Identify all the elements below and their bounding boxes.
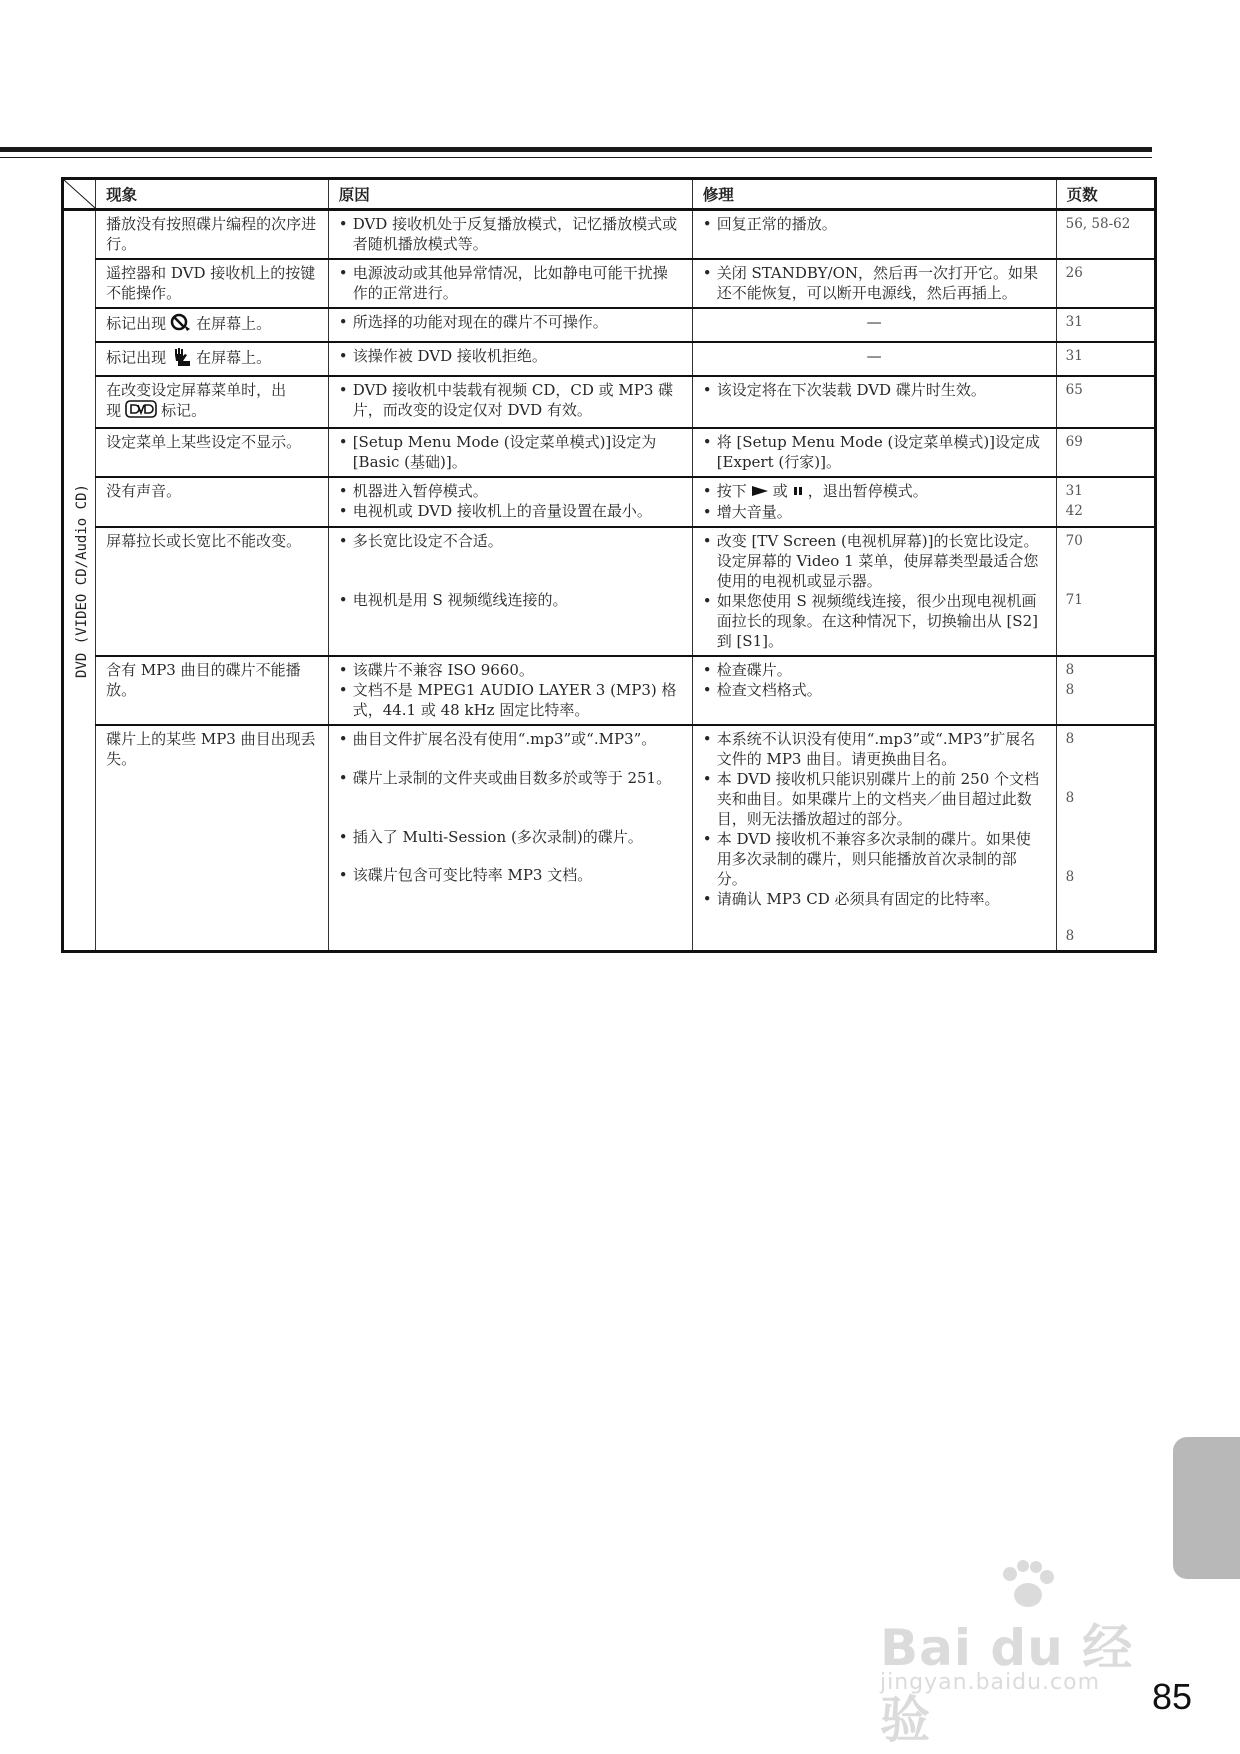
cause-item: • 该操作被 DVD 接收机拒绝。 — [338, 347, 547, 365]
page-cell: 69 — [1056, 428, 1155, 477]
section-tab — [1173, 1437, 1240, 1579]
cause-item: • 该碟片包含可变比特率 MP3 文档。 — [338, 866, 593, 884]
page-number: 85 — [1152, 1676, 1193, 1717]
troubleshooting-table — [61, 177, 1157, 953]
header-corner — [63, 179, 96, 210]
remedy-cell — [692, 376, 1056, 428]
remedy-item: • 本 DVD 接收机只能识别碟片上的前 250 个文档夹和曲目。如果碟片上的文档夹／曲目超过此数目，则无法播放超过的部分。 — [702, 770, 1040, 828]
symptom-cell: 碟片上的某些 MP3 曲目出现丢失。 — [96, 725, 329, 952]
remedy-item: • 本 DVD 接收机不兼容多次录制的碟片。如果使用多次录制的碟片，则只能播放首次录制的部分。 — [702, 830, 1031, 888]
symptom-cell: 屏幕拉长或长宽比不能改变。 — [96, 527, 329, 656]
cause-item: • 曲目文件扩展名没有使用“.mp3”或“.MP3”。 — [338, 730, 657, 748]
cause-item: • 文档不是 MPEG1 AUDIO LAYER 3 (MP3) 格式，44.1 或 48 kHz 固定比特率。 — [338, 681, 677, 719]
remedy-item: • 将 [Setup Menu Mode (设定菜单模式)]设定成 [Expert (行家)]。 — [702, 433, 1041, 471]
cause-item: • 电视机是用 S 视频缆线连接的。 — [338, 591, 568, 609]
remedy-item: • 回复正常的播放。 — [702, 215, 837, 233]
page-cell: 65 — [1056, 376, 1155, 428]
cause-item: • [Setup Menu Mode (设定菜单模式)]设定为 [Basic (基础)]。 — [338, 433, 657, 471]
remedy-item: • 该设定将在下次装载 DVD 碟片时生效。 — [702, 381, 986, 399]
symptom-cell: 标记出现 在屏幕上。 — [96, 308, 329, 342]
cause-cell — [328, 342, 692, 376]
page-cell: 56, 58-62 — [1065, 216, 1131, 232]
remedy-item: • 如果您使用 S 视频缆线连接，很少出现电视机画面拉长的现象。在这种情况下，切换输出从 [S2] 到 [S1]。 — [702, 592, 1038, 650]
page-cell: 26 — [1056, 259, 1155, 308]
remedy-item: • 增大音量。 — [702, 503, 792, 521]
header-cause: 原因 — [328, 179, 692, 210]
remedy-cell — [692, 656, 1056, 725]
cause-item: • 多长宽比设定不合适。 — [338, 532, 503, 550]
table-row — [63, 210, 1156, 260]
remedy-item: • 关闭 STANDBY/ON，然后再一次打开它。如果还不能恢复，可以断开电源线，然后再插上。 — [702, 264, 1039, 302]
table-row — [63, 656, 1156, 725]
hand-stop-icon — [170, 346, 192, 371]
remedy-item: • 本系统不认识没有使用“.mp3”或“.MP3”扩展名文件的 MP3 曲目。请更换曲目名。 — [702, 730, 1036, 768]
header-page: 页数 — [1056, 179, 1155, 210]
remedy-item: • 检查碟片。 — [702, 661, 792, 679]
page-cell: 31 42 — [1056, 477, 1155, 527]
table-row — [63, 308, 1156, 342]
table-row — [63, 342, 1156, 376]
remedy-cell — [692, 725, 1056, 952]
remedy-item: • 检查文档格式。 — [702, 681, 822, 699]
paw-icon — [998, 1560, 1058, 1614]
cause-cell — [328, 308, 692, 342]
page-cell: 8 8 — [1056, 656, 1155, 725]
cause-cell — [328, 527, 692, 656]
page-cell: 31 — [1056, 342, 1155, 376]
remedy-cell — [692, 428, 1056, 477]
top-rule-thin — [0, 157, 1152, 158]
cause-item: • 所选择的功能对现在的碟片不可操作。 — [338, 313, 608, 331]
page-cell: 8 8 8 8 — [1056, 725, 1155, 952]
pause-icon — [792, 482, 804, 502]
cause-item: • 机器进入暂停模式。 — [338, 482, 488, 500]
header-remedy: 修理 — [692, 179, 1056, 210]
header-symptom: 现象 — [96, 179, 329, 210]
cause-cell — [328, 210, 692, 260]
cause-item: • DVD 接收机中装载有视频 CD，CD 或 MP3 碟片，而改变的设定仅对 DVD 有效。 — [338, 381, 674, 419]
cause-cell — [328, 725, 692, 952]
watermark-url: jingyan.baidu.com — [880, 1670, 1101, 1695]
play-icon — [751, 482, 769, 502]
troubleshooting-table-wrap — [61, 177, 1157, 953]
remedy-cell — [692, 527, 1056, 656]
cause-cell — [328, 259, 692, 308]
page-cell: 70 71 — [1056, 527, 1155, 656]
remedy-cell: — — [692, 308, 1056, 342]
side-category-cell — [63, 210, 96, 952]
page-cell: 31 — [1056, 308, 1155, 342]
symptom-cell: 没有声音。 — [96, 477, 329, 527]
symptom-cell: 设定菜单上某些设定不显示。 — [96, 428, 329, 477]
cause-item: • DVD 接收机处于反复播放模式，记忆播放模式或者随机播放模式等。 — [338, 215, 678, 253]
cause-item: • 电视机或 DVD 接收机上的音量设置在最小。 — [338, 502, 652, 520]
table-row — [63, 527, 1156, 656]
top-rule-thick — [0, 147, 1152, 152]
symptom-cell: 播放没有按照碟片编程的次序进行。 — [96, 210, 329, 260]
symptom-cell: 在改变设定屏幕菜单时，出 现 标记。 — [96, 376, 329, 428]
remedy-cell — [692, 259, 1056, 308]
cause-item: • 电源波动或其他异常情况，比如静电可能干扰操作的正常进行。 — [338, 264, 668, 302]
remedy-cell: — — [692, 342, 1056, 376]
table-row — [63, 428, 1156, 477]
cause-item: • 该碟片不兼容 ISO 9660。 — [338, 661, 534, 679]
prohibited-disc-icon — [170, 312, 192, 337]
remedy-item: • 请确认 MP3 CD 必须具有固定的比特率。 — [702, 890, 1000, 908]
cause-item: • 插入了 Multi-Session (多次录制)的碟片。 — [338, 828, 643, 846]
dvd-logo-icon — [125, 400, 157, 423]
remedy-item: • 按下 或 ，退出暂停模式。 — [702, 482, 928, 500]
cause-cell — [328, 376, 692, 428]
side-category-label: DVD (VIDEO CD/Audio CD) — [74, 483, 90, 678]
remedy-cell — [692, 210, 1056, 260]
remedy-cell — [692, 477, 1056, 527]
watermark-brand: Bai du 经验 — [880, 1619, 1134, 1749]
cause-cell — [328, 477, 692, 527]
remedy-item: • 改变 [TV Screen (电视机屏幕)]的长宽比设定。设定屏幕的 Video 1 菜单，使屏幕类型最适合您使用的电视机或显示器。 — [702, 532, 1039, 590]
table-row — [63, 477, 1156, 527]
cause-cell — [328, 428, 692, 477]
symptom-cell: 标记出现 在屏幕上。 — [96, 342, 329, 376]
table-row — [63, 725, 1156, 952]
table-row — [63, 376, 1156, 428]
cause-item: • 碟片上录制的文件夹或曲目数多於或等于 251。 — [338, 769, 672, 787]
table-row — [63, 259, 1156, 308]
symptom-cell: 遥控器和 DVD 接收机上的按键不能操作。 — [96, 259, 329, 308]
table-header-row — [63, 179, 1156, 210]
cause-cell — [328, 656, 692, 725]
symptom-cell: 含有 MP3 曲目的碟片不能播放。 — [96, 656, 329, 725]
